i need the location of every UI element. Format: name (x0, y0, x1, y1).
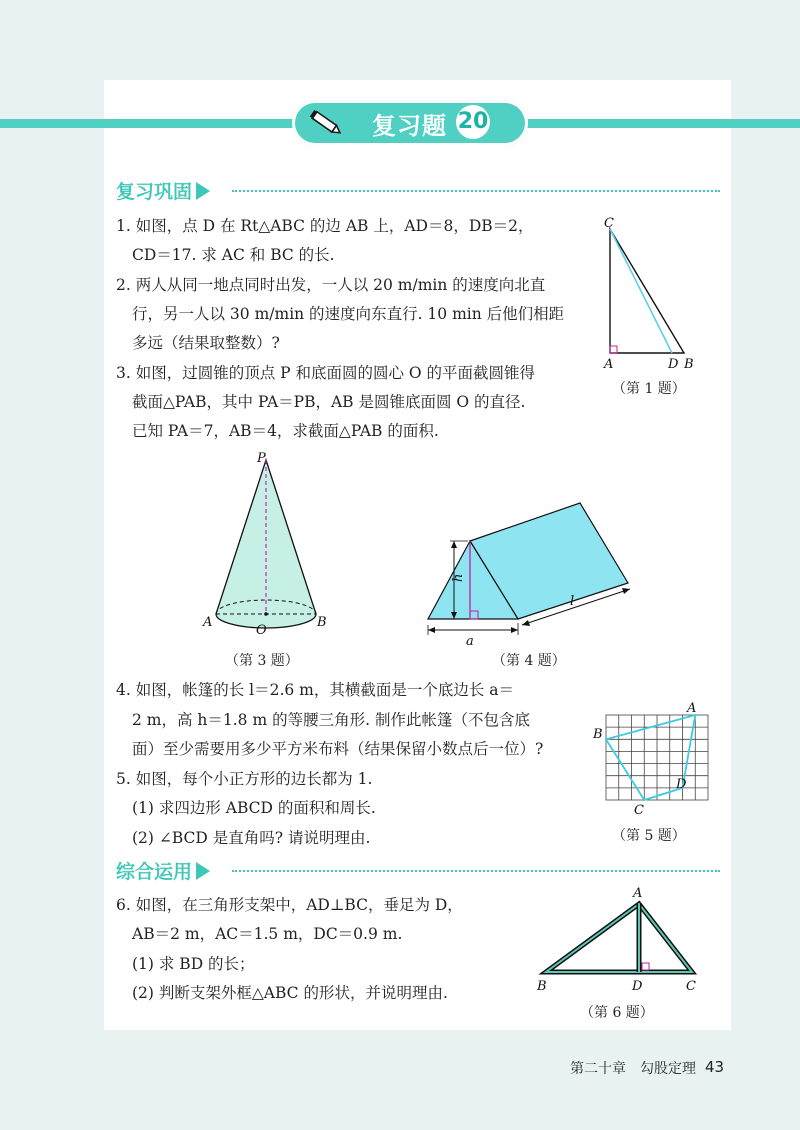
banner-title: 复习题 (372, 112, 447, 140)
section-review-label: 复习巩固 (116, 181, 193, 203)
figure-6-label-c: C (686, 979, 696, 994)
problem-6-line-3: (1) 求 BD 的长； (132, 955, 255, 973)
problem-4-line-2: 2 m，高 h＝1.8 m 的等腰三角形. 制作此帐篷（不包含底 (132, 711, 530, 729)
review-banner (292, 100, 528, 146)
figure-3-cone (200, 448, 330, 643)
figure-6-frame (535, 880, 705, 1000)
figure-6-label-d: D (632, 979, 643, 994)
figure-3-label-p: P (257, 451, 266, 466)
figure-1-label-a: A (604, 357, 614, 372)
problem-3-line-1: 3. 如图，过圆锥的顶点 P 和底面圆的圆心 O 的平面截圆锥得 (116, 364, 536, 382)
problem-3-line-2: 截面△PAB，其中 PA＝PB，AB 是圆锥底面圆 O 的直径. (132, 393, 526, 411)
problem-1-line-2: CD＝17. 求 AC 和 BC 的长. (132, 246, 335, 264)
figure-1-label-d: D (668, 357, 679, 372)
problem-4-line-3: 面）至少需要用多少平方米布料（结果保留小数点后一位）? (132, 740, 544, 758)
problem-6-line-1: 6. 如图，在三角形支架中，AD⊥BC，垂足为 D， (116, 896, 463, 914)
problem-5-line-3: (2) ∠BCD 是直角吗? 请说明理由. (132, 829, 371, 847)
caption-figure-4: （第 4 题） (492, 653, 566, 669)
problem-2-line-2: 行，另一人以 30 m/min 的速度向东直行. 10 min 后他们相距 (132, 305, 565, 323)
section-review-heading (116, 177, 210, 204)
figure-1-triangle (598, 215, 708, 373)
problem-2-line-1: 2. 两人从同一地点同时出发，一人以 20 m/min 的速度向北直 (116, 276, 546, 294)
problem-6-line-4: (2) 判断支架外框△ABC 的形状，并说明理由. (132, 984, 448, 1002)
problem-1-line-1: 1. 如图，点 D 在 Rt△ABC 的边 AB 上，AD＝8，DB＝2， (116, 217, 534, 235)
problem-6-line-2: AB＝2 m，AC＝1.5 m，DC＝0.9 m. (132, 925, 403, 943)
figure-5-label-d: D (676, 777, 687, 792)
section-apply-heading (116, 857, 210, 884)
problem-5-line-1: 5. 如图，每个小正方形的边长都为 1. (116, 770, 373, 788)
figure-3-label-a: A (203, 615, 213, 630)
figure-5-label-a: A (687, 701, 697, 716)
figure-4-label-l: l (570, 594, 575, 609)
figure-5-label-c: C (634, 803, 644, 818)
problem-4-line-1: 4. 如图，帐篷的长 l＝2.6 m，其横截面是一个底边长 a＝ (116, 681, 515, 699)
figure-3-label-b: B (317, 615, 327, 630)
section-divider (232, 870, 720, 872)
figure-4-label-h: h (451, 573, 466, 582)
triangle-marker-icon (196, 182, 210, 200)
figure-6-label-b: B (537, 979, 547, 994)
figure-6-label-a: A (633, 886, 643, 901)
section-apply-label: 综合运用 (116, 861, 193, 883)
figure-4-tent (420, 495, 635, 650)
figure-1-label-c: C (604, 216, 614, 231)
problem-5-line-2: (1) 求四边形 ABCD 的面积和周长. (132, 799, 376, 817)
pencil-icon (308, 108, 344, 138)
caption-figure-1: （第 1 题） (612, 381, 686, 397)
figure-5-label-b: B (593, 727, 603, 742)
caption-figure-6: （第 6 题） (580, 1005, 654, 1021)
figure-5-grid (590, 700, 715, 820)
page-number: 43 (705, 1058, 725, 1076)
triangle-marker-icon (196, 862, 210, 880)
figure-4-label-a: a (466, 634, 474, 649)
problem-2-line-3: 多远（结果取整数）? (132, 334, 280, 352)
chapter-footer: 第二十章 勾股定理 (570, 1061, 696, 1077)
figure-3-label-o: O (256, 623, 267, 638)
banner-number: 20 (456, 105, 490, 139)
caption-figure-3: （第 3 题） (225, 653, 299, 669)
section-divider (232, 190, 720, 192)
figure-1-label-b: B (684, 357, 694, 372)
problem-3-line-3: 已知 PA＝7，AB＝4，求截面△PAB 的面积. (132, 422, 439, 440)
caption-figure-5: （第 5 题） (612, 828, 686, 844)
